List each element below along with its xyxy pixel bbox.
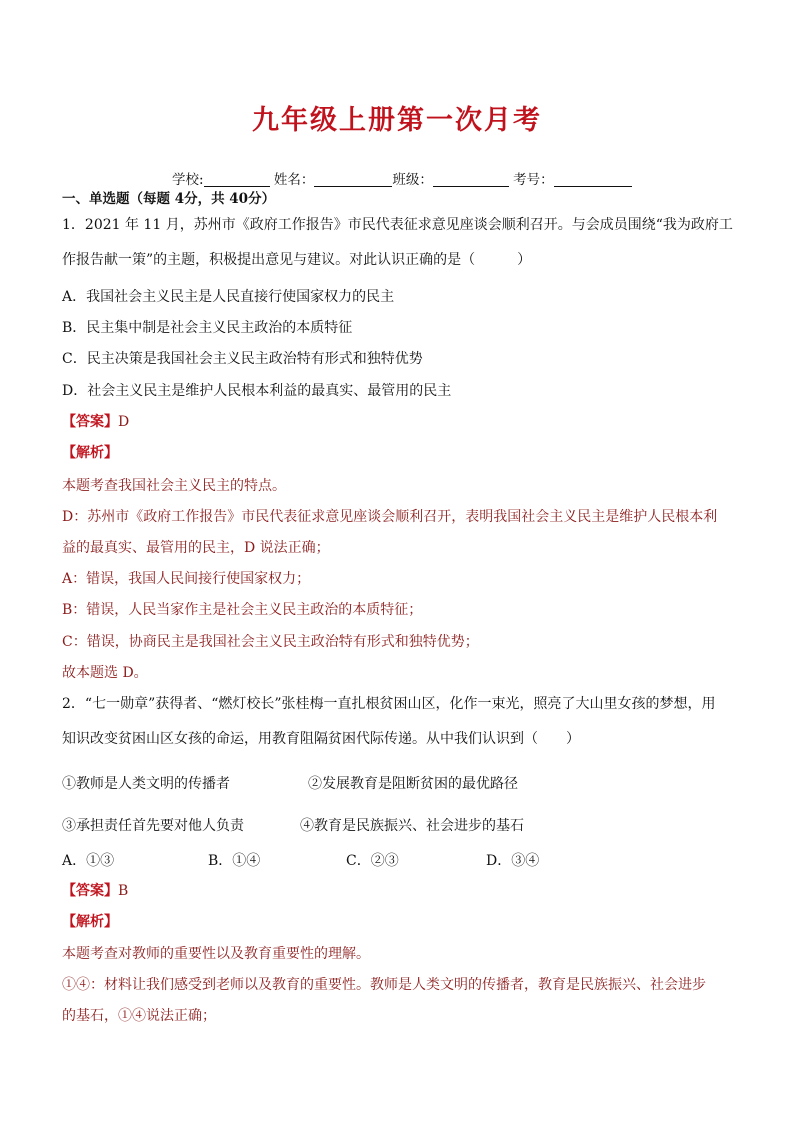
q2-answer — [62, 882, 128, 900]
q1-option-d: D．社会主义民主是维护人民根本利益的最真实、最管用的民主 — [62, 383, 452, 399]
q2-analysis-label: 【解析】 — [62, 914, 118, 930]
q1-analysis-d-line1: D：苏州市《政府工作报告》市民代表征求意见座谈会顺利召开，表明我国社会主义民主是维护人民根本利 — [62, 509, 718, 525]
class-blank[interactable] — [433, 172, 509, 187]
school-label: 学校: — [172, 172, 204, 188]
q2-option-d: D．③④ — [486, 853, 540, 869]
q1-analysis-b: B：错误，人民当家作主是社会主义民主政治的本质特征； — [62, 602, 423, 618]
q1-analysis-d-line2: 益的最真实、最管用的民主，D 说法正确； — [62, 540, 330, 556]
q2-analysis-14-line2: 的基石，①④说法正确； — [62, 1008, 216, 1024]
page-title: 九年级上册第一次月考 — [252, 105, 542, 136]
q1-answer-label: 【答案】 — [62, 414, 118, 430]
q2-item-3: ③承担责任首先要对他人负责 — [62, 818, 244, 834]
exam-no-label: 考号： — [513, 172, 554, 188]
q1-analysis-label: 【解析】 — [62, 445, 118, 461]
q1-analysis-c: C：错误，协商民主是我国社会主义民主政治特有形式和独特优势； — [62, 634, 479, 650]
q1-stem-line1: 1．2021 年 11 月，苏州市《政府工作报告》市民代表征求意见座谈会顺利召开。与会成员围绕“我为政府工 — [62, 217, 733, 233]
class-label: 班级： — [392, 172, 433, 188]
q2-item-2: ②发展教育是阻断贫困的最优路径 — [308, 776, 518, 792]
student-info-line — [172, 168, 632, 188]
q1-conclusion: 故本题选 D。 — [62, 665, 148, 681]
name-blank[interactable] — [314, 172, 392, 187]
section-heading: 一、单选题（每题 4分，共 40分） — [62, 191, 276, 207]
q2-option-a: A．①③ — [62, 853, 115, 869]
q2-option-b: B．①④ — [208, 853, 261, 869]
exam-no-blank[interactable] — [554, 172, 632, 187]
q2-item-4: ④教育是民族振兴、社会进步的基石 — [300, 818, 524, 834]
q2-item-1: ①教师是人类文明的传播者 — [62, 776, 230, 792]
q1-option-b: B．民主集中制是社会主义民主政治的本质特征 — [62, 320, 353, 336]
q1-analysis-intro: 本题考查我国社会主义民主的特点。 — [62, 478, 286, 494]
q1-option-c: C．民主决策是我国社会主义民主政治特有形式和独特优势 — [62, 351, 423, 367]
q2-answer-label: 【答案】 — [62, 883, 118, 899]
q2-stem-line2: 知识改变贫困山区女孩的命运，用教育阻隔贫困代际传递。从中我们认识到（ ） — [62, 731, 580, 747]
q1-answer-value: D — [118, 414, 130, 430]
school-blank[interactable] — [204, 172, 270, 187]
q2-answer-value: B — [118, 883, 129, 899]
q1-answer — [62, 413, 129, 431]
q2-stem-line1: 2．“七一勋章”获得者、“燃灯校长”张桂梅一直扎根贫困山区，化作一束光，照亮了大山里女孩的梦想，用 — [62, 696, 716, 712]
q2-analysis-intro: 本题考查对教师的重要性以及教育重要性的理解。 — [62, 946, 370, 962]
q2-option-c: C．②③ — [346, 853, 399, 869]
q2-analysis-14-line1: ①④：材料让我们感受到老师以及教育的重要性。教师是人类文明的传播者，教育是民族振兴、社会进步 — [62, 977, 706, 993]
q1-analysis-a: A：错误，我国人民间接行使国家权力； — [62, 571, 311, 587]
q1-stem-line2: 作报告献一策”的主题，积极提出意见与建议。对此认识正确的是（ ） — [62, 252, 532, 268]
name-label: 姓名： — [273, 172, 315, 188]
q1-option-a: A．我国社会主义民主是人民直接行使国家权力的民主 — [62, 289, 395, 305]
